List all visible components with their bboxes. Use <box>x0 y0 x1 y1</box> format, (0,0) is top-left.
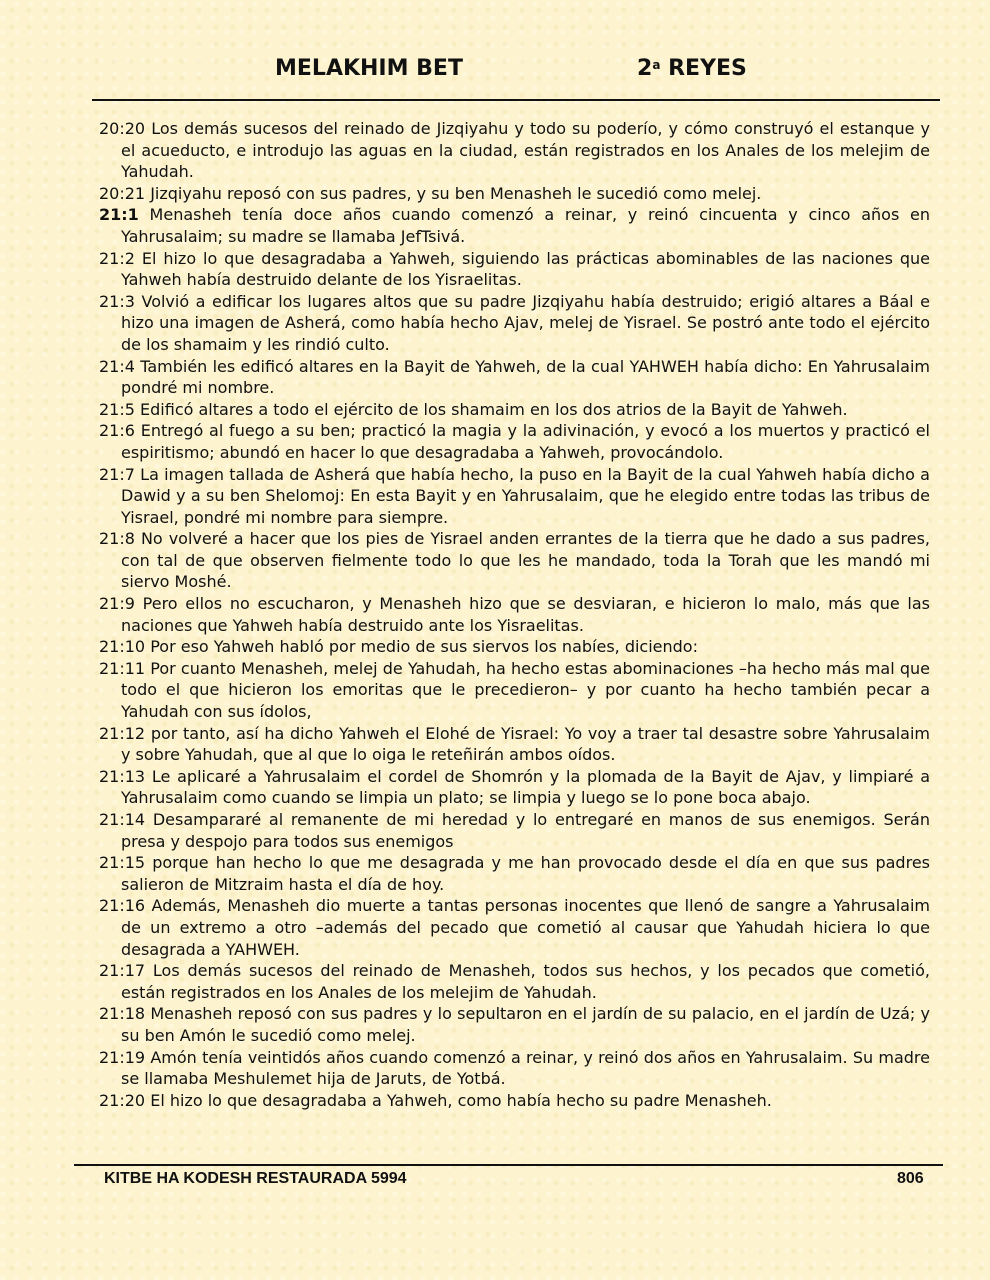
verse <box>99 291 930 356</box>
edition-title: KITBE HA KODESH RESTAURADA 5994 <box>104 1170 407 1187</box>
verse <box>99 183 930 205</box>
verse-reference: 20:21 <box>99 183 146 203</box>
verse <box>99 723 930 766</box>
verse-reference: 21:19 <box>99 1047 146 1067</box>
header-divider <box>92 99 940 101</box>
verse-reference: 21:2 <box>99 248 135 268</box>
verse-reference: 21:5 <box>99 399 135 419</box>
verse-text: El hizo lo que desagradaba a Yahweh, como había hecho su padre Menasheh. <box>150 1090 772 1110</box>
verse-reference: 21:7 <box>99 464 135 484</box>
verse-reference: 21:13 <box>99 766 146 786</box>
verse <box>99 636 930 658</box>
verse <box>99 356 930 399</box>
verse-text: Volvió a edificar los lugares altos que su padre Jizqiyahu había destruido; erigió altares a Báal e hizo una imagen de Asherá, como había hecho Ajav, melej de Yisrael. Se postró ante todo el ejército de los shamaim y les rindió culto. <box>121 291 930 354</box>
verse-text: Los demás sucesos del reinado de Jizqiyahu y todo su poderío, y cómo construyó el estanque y el acueducto, e introdujo las aguas en la ciudad, están registrados en los Anales de los melejim de Yahudah. <box>121 119 931 182</box>
verse-reference: 21:8 <box>99 529 135 549</box>
page-number: 806 <box>897 1170 924 1187</box>
verse <box>99 809 930 852</box>
verse-reference: 21:6 <box>99 421 135 441</box>
verse-text: Desampararé al remanente de mi heredad y lo entregaré en manos de sus enemigos. Serán presa y despojo para todos sus enemigos <box>121 810 930 851</box>
verse <box>99 528 930 593</box>
verse-reference: 21:14 <box>99 810 146 829</box>
verse <box>99 420 930 463</box>
verse <box>99 895 930 960</box>
verse <box>99 118 930 183</box>
verse-text: Por eso Yahweh habló por medio de sus siervos los nabíes, diciendo: <box>150 637 698 657</box>
verse-text: Entregó al fuego a su ben; practicó la magia y la adivinación, y evocó a los muertos y practicó el espiritismo; abundó en hacer lo que desagradaba a Yahweh, provocándolo. <box>121 421 930 462</box>
verse-reference: 21:4 <box>99 356 135 376</box>
verse <box>99 399 930 421</box>
verse-reference: 21:15 <box>99 853 146 873</box>
verse-text: Amón tenía veintidós años cuando comenzó a reinar, y reinó dos años en Yahrusalaim. Su madre se llamaba Meshulemet hija de Jaruts, de Yotbá. <box>121 1047 930 1089</box>
verse-text: También les edificó altares en la Bayit de Yahweh, de la cual YAHWEH había dicho: En Yahrusalaim pondré mi nombre. <box>121 356 930 398</box>
footer-divider <box>74 1164 943 1166</box>
verse <box>99 852 930 895</box>
verse-reference: 21:17 <box>99 961 146 981</box>
verse-text: No volveré a hacer que los pies de Yisrael anden errantes de la tierra que he dado a sus padres, con tal de que observen fielmente todo lo que les he mandado, toda la Torah que les mandó mi siervo Moshé. <box>121 529 931 592</box>
verse-text: Además, Menasheh dio muerte a tantas personas inocentes que llenó de sangre a Yahrusalaim de un extremo a otro –además del pecado que cometió al causar que Yahudah hiciera lo que desagrada a YAHWEH. <box>121 896 930 959</box>
verse-reference: 21:3 <box>99 291 135 311</box>
verse <box>99 766 930 809</box>
verse-text: Le aplicaré a Yahrusalaim el cordel de Shomrón y la plomada de la Bayit de Ajav, y limpiaré a Yahrusalaim como cuando se limpia un plato; se limpia y luego se lo pone boca abajo. <box>121 766 931 808</box>
page-header <box>0 56 990 96</box>
book-title-spanish: 2$^a$ REYES <box>637 56 747 81</box>
verse-text: Pero ellos no escucharon, y Menasheh hizo que se desviaran, e hicieron lo malo, más que las naciones que Yahweh había destruido ante los Yisraelitas. <box>121 594 930 635</box>
verse-text: La imagen tallada de Asherá que había hecho, la puso en la Bayit de la cual Yahweh había dicho a Dawid y a su ben Shelomoj: En esta Bayit y en Yahrusalaim, que he elegido entre todas las tribus de Yisrael, pondré mi nombre para siempre. <box>121 464 930 527</box>
verse-text: Por cuanto Menasheh, melej de Yahudah, ha hecho estas abominaciones –ha hecho más mal que todo el que hicieron los emoritas que le precedieron– y por cuanto ha hecho también pecar a Yahudah con sus ídolos, <box>121 658 930 722</box>
page-footer <box>0 1170 990 1200</box>
verse-reference: 21:20 <box>99 1090 146 1110</box>
verse-reference: 21:16 <box>99 896 146 916</box>
verse-text: porque han hecho lo que me desagrada y me han provocado desde el día en que sus padres salieron de Mitzraim hasta el día de hoy. <box>121 853 930 894</box>
verse-reference: 21:9 <box>99 594 135 614</box>
verse-reference: 21:10 <box>99 637 146 657</box>
verse-reference: 21:18 <box>99 1004 146 1024</box>
verse <box>99 1047 930 1090</box>
verse-text: por tanto, así ha dicho Yahweh el Elohé de Yisrael: Yo voy a traer tal desastre sobre Yahrusalaim y sobre Yahudah, que al que lo oiga le reteñirán ambos oídos. <box>121 723 931 765</box>
verse <box>99 1090 930 1112</box>
book-title-hebrew: MELAKHIM BET <box>275 56 463 81</box>
scripture-text <box>99 118 930 1111</box>
verse-reference: 21:12 <box>99 723 146 743</box>
verse-text: Edificó altares a todo el ejército de los shamaim en los dos atrios de la Bayit de Yahweh. <box>140 399 848 419</box>
verse-reference: 21:1 <box>99 205 139 225</box>
verse-text: El hizo lo que desagradaba a Yahweh, siguiendo las prácticas abominables de las naciones que Yahweh había destruido delante de los Yisraelitas. <box>121 248 930 290</box>
verse <box>99 204 930 247</box>
verse <box>99 960 930 1003</box>
verse <box>99 248 930 291</box>
verse-text: Menasheh tenía doce años cuando comenzó a reinar, y reinó cincuenta y cinco años en Yahrusalaim; su madre se llamaba JefTsivá. <box>121 205 931 246</box>
verse <box>99 464 930 529</box>
verse <box>99 1003 930 1046</box>
verse <box>99 593 930 636</box>
verse-text: Los demás sucesos del reinado de Menasheh, todos sus hechos, y los pecados que cometió, están registrados en los Anales de los melejim de Yahudah. <box>121 961 930 1002</box>
verse <box>99 658 930 723</box>
verse-reference: 20:20 <box>99 119 146 138</box>
verse-text: Menasheh reposó con sus padres y lo sepultaron en el jardín de su palacio, en el jardín de Uzá; y su ben Amón le sucedió como melej. <box>121 1004 931 1045</box>
verse-reference: 21:11 <box>99 658 146 678</box>
verse-text: Jizqiyahu reposó con sus padres, y su ben Menasheh le sucedió como melej. <box>150 183 762 203</box>
